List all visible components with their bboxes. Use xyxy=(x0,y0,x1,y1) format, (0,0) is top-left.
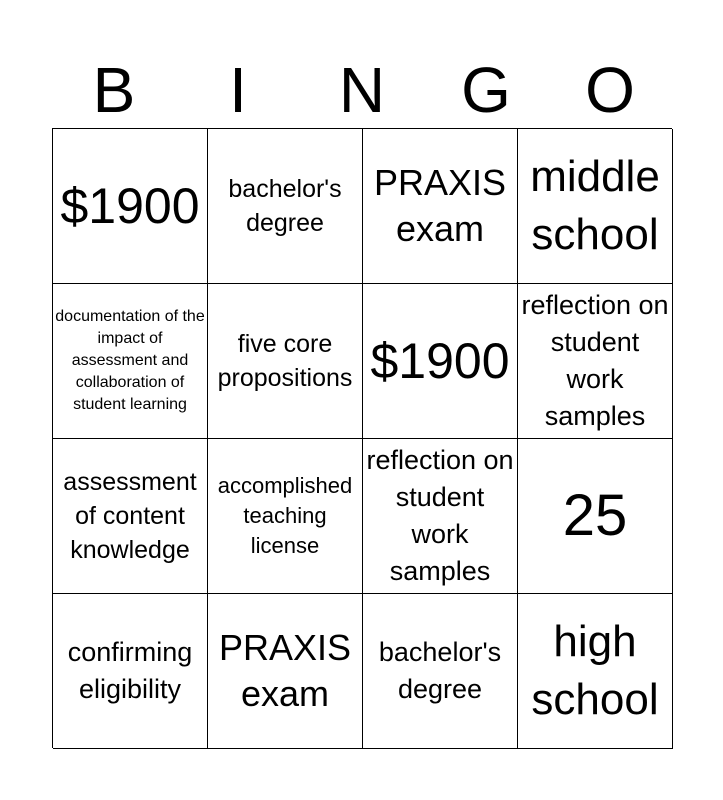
cell-text: accomplished teaching license xyxy=(217,473,353,558)
cell-text: bachelor's degree xyxy=(378,637,502,704)
cell-text: five core propositions xyxy=(217,330,353,392)
cell-text: PRAXIS exam xyxy=(218,627,352,714)
cell-text: $1900 xyxy=(60,178,200,234)
cell-text: reflection on student work samples xyxy=(366,445,514,586)
header-letter-g: G xyxy=(461,54,511,126)
cell-text: assessment of content knowledge xyxy=(63,468,197,564)
bingo-cell-r4c3[interactable] xyxy=(363,594,518,749)
bingo-cell-r1c4[interactable] xyxy=(518,129,673,284)
bingo-cell-r2c4[interactable] xyxy=(518,284,673,439)
header-letter-n: N xyxy=(338,54,386,126)
bingo-cell-r3c1[interactable] xyxy=(53,439,208,594)
cell-text: bachelor's degree xyxy=(228,175,342,237)
header-letter-b: B xyxy=(92,54,136,126)
cell-text: PRAXIS exam xyxy=(373,162,507,249)
bingo-cell-r2c3[interactable] xyxy=(363,284,518,439)
bingo-cell-r4c1[interactable] xyxy=(53,594,208,749)
header-letter-i: I xyxy=(229,54,247,126)
bingo-cell-r3c4[interactable] xyxy=(518,439,673,594)
cell-text: $1900 xyxy=(370,333,510,389)
bingo-cell-r1c1[interactable] xyxy=(53,129,208,284)
bingo-cell-r4c4[interactable] xyxy=(518,594,673,749)
bingo-cell-r1c2[interactable] xyxy=(208,129,363,284)
bingo-card-grid xyxy=(52,128,672,748)
cell-text: documentation of the impact of assessment and collaboration of student learning xyxy=(55,308,205,413)
bingo-header xyxy=(52,52,672,128)
bingo-cell-r2c2[interactable] xyxy=(208,284,363,439)
header-letter-o: O xyxy=(585,54,635,126)
bingo-cell-r3c3[interactable] xyxy=(363,439,518,594)
cell-text: confirming eligibility xyxy=(67,637,193,704)
cell-text: high school xyxy=(531,617,659,724)
cell-text: reflection on student work samples xyxy=(521,290,669,431)
bingo-cell-r3c2[interactable] xyxy=(208,439,363,594)
cell-text: middle school xyxy=(530,152,660,259)
bingo-cell-r2c1[interactable] xyxy=(53,284,208,439)
cell-text: 25 xyxy=(562,483,628,548)
bingo-cell-r4c2[interactable] xyxy=(208,594,363,749)
bingo-cell-r1c3[interactable] xyxy=(363,129,518,284)
